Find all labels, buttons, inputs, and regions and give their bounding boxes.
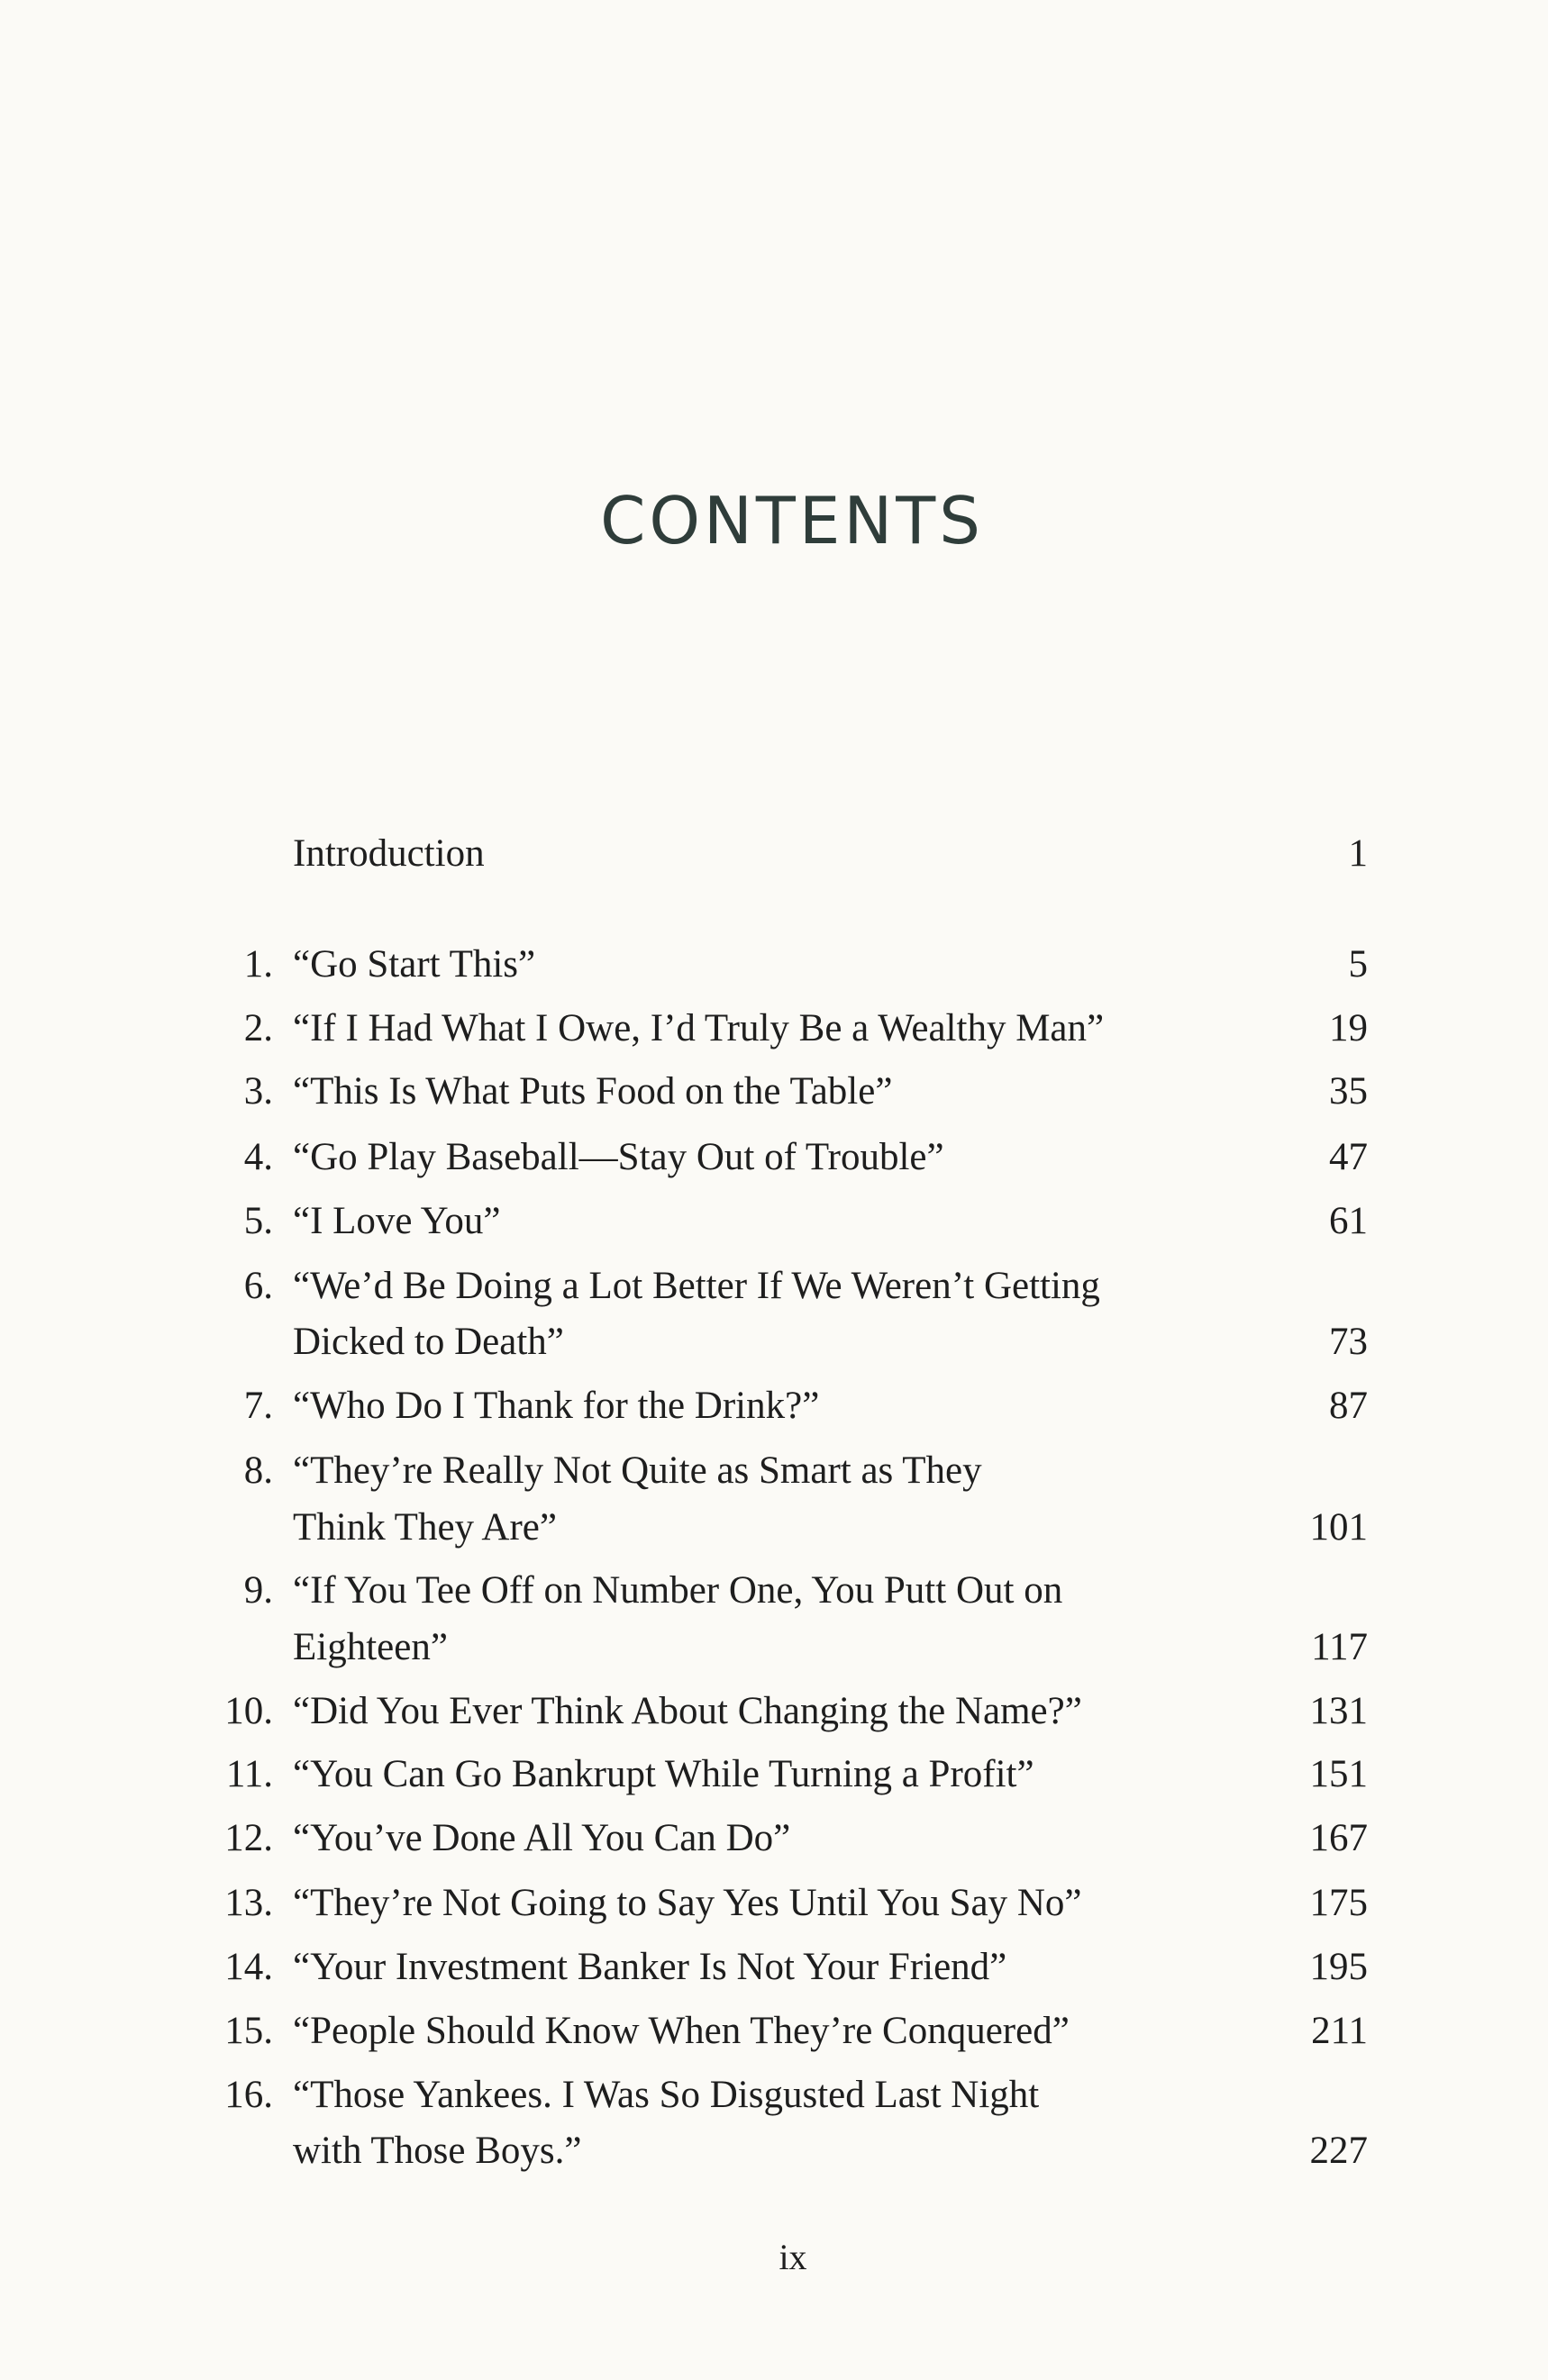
chapter-title: “People Should Know When They’re Conquered” <box>293 2010 1070 2052</box>
chapter-title: “You Can Go Bankrupt While Turning a Profit” <box>293 1753 1034 1795</box>
chapter-number: 4. <box>243 1136 273 1178</box>
chapter-number: 1. <box>243 943 273 986</box>
chapter-number: 16. <box>224 2074 273 2116</box>
chapter-page: 211 <box>1311 2010 1368 2052</box>
chapter-number: 7. <box>243 1385 273 1427</box>
chapter-title: “Did You Ever Think About Changing the Name?” <box>293 1690 1082 1732</box>
chapter-title: “We’d Be Doing a Lot Better If We Weren’t Getting <box>293 1265 1100 1307</box>
page-title: CONTENTS <box>600 483 984 559</box>
chapter-number: 5. <box>243 1200 273 1242</box>
chapter-title: “If I Had What I Owe, I’d Truly Be a Wealthy Man” <box>293 1007 1105 1049</box>
chapter-page: 47 <box>1329 1136 1368 1178</box>
chapter-page: 5 <box>1348 943 1368 986</box>
chapter-page: 19 <box>1329 1007 1368 1049</box>
chapter-page: 101 <box>1309 1506 1368 1549</box>
chapter-page: 117 <box>1311 1626 1368 1668</box>
chapter-title: with Those Boys.” <box>293 2130 582 2172</box>
chapter-title: “This Is What Puts Food on the Table” <box>293 1070 893 1113</box>
chapter-title: “They’re Really Not Quite as Smart as They <box>293 1449 982 1492</box>
chapter-number: 9. <box>243 1569 273 1612</box>
chapter-title: “Who Do I Thank for the Drink?” <box>293 1385 820 1427</box>
chapter-title: “You’ve Done All You Can Do” <box>293 1817 791 1859</box>
chapter-title: “If You Tee Off on Number One, You Putt Out on <box>293 1569 1063 1612</box>
chapter-number: 10. <box>224 1690 273 1732</box>
chapter-page: 87 <box>1329 1385 1368 1427</box>
chapter-title: “Go Start This” <box>293 943 536 986</box>
toc-intro-page: 1 <box>1348 832 1368 875</box>
chapter-number: 14. <box>224 1946 273 1988</box>
chapter-title: “Your Investment Banker Is Not Your Friend” <box>293 1946 1007 1988</box>
chapter-number: 15. <box>224 2010 273 2052</box>
chapter-number: 8. <box>243 1449 273 1492</box>
chapter-page: 131 <box>1309 1690 1368 1732</box>
chapter-title: Eighteen” <box>293 1626 448 1668</box>
chapter-number: 3. <box>243 1070 273 1113</box>
chapter-title: Dicked to Death” <box>293 1321 564 1363</box>
chapter-page: 151 <box>1309 1753 1368 1795</box>
chapter-title: “They’re Not Going to Say Yes Until You Say No” <box>293 1882 1082 1924</box>
chapter-title: Think They Are” <box>293 1506 557 1549</box>
chapter-page: 61 <box>1329 1200 1368 1242</box>
page-folio: ix <box>779 2237 807 2277</box>
chapter-page: 167 <box>1309 1817 1368 1859</box>
chapter-title: “Go Play Baseball—Stay Out of Trouble” <box>293 1136 944 1178</box>
toc-intro-label: Introduction <box>293 832 485 875</box>
chapter-title: “I Love You” <box>293 1200 501 1242</box>
chapter-title: “Those Yankees. I Was So Disgusted Last Night <box>293 2074 1040 2116</box>
chapter-number: 11. <box>225 1753 273 1795</box>
chapter-page: 73 <box>1329 1321 1368 1363</box>
chapter-number: 12. <box>224 1817 273 1859</box>
chapter-number: 2. <box>243 1007 273 1049</box>
chapter-page: 227 <box>1309 2130 1368 2172</box>
chapter-page: 35 <box>1329 1070 1368 1113</box>
chapter-number: 13. <box>224 1882 273 1924</box>
chapter-page: 175 <box>1309 1882 1368 1924</box>
chapter-page: 195 <box>1309 1946 1368 1988</box>
chapter-number: 6. <box>243 1265 273 1307</box>
